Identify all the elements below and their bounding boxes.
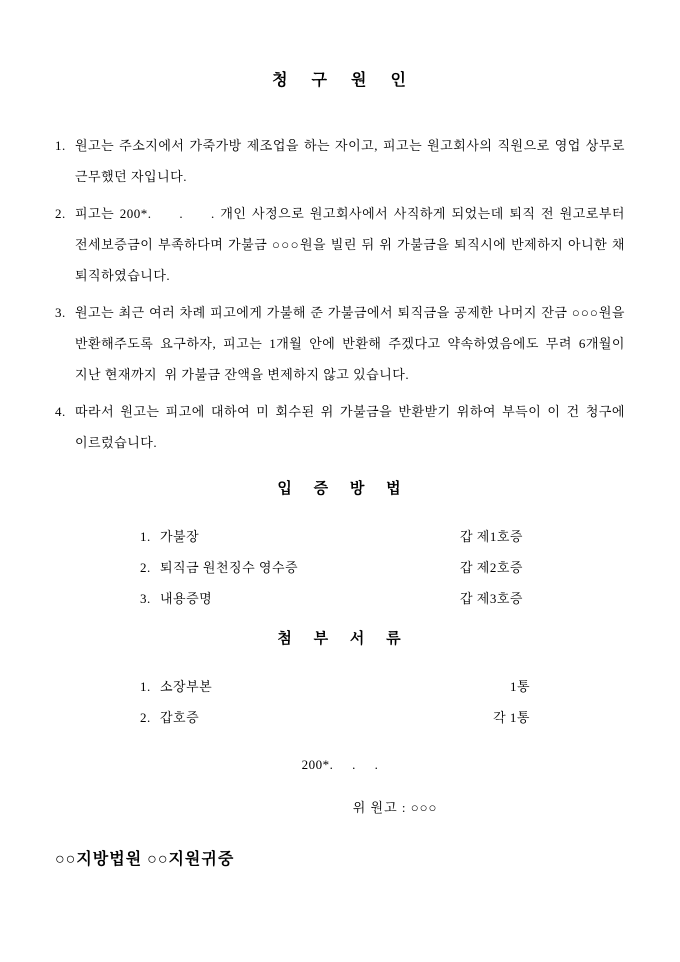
evidence-exhibit-tag: 갑 제3호증 — [460, 591, 523, 606]
claim-text: 원고는 최근 여러 차례 피고에게 가불해 준 가불금에서 퇴직금을 공제한 나머지 잔금 ○○○원을 반환해주도록 요구하자, 피고는 1개월 안에 반환해 주겠다고 약속하였음에도 무려 6개월이 지난 현재까지 위 가불금 잔액을 변제하지 않고 있습니다. — [75, 305, 625, 382]
evidence-exhibit-tag: 갑 제2호증 — [460, 560, 523, 575]
evidence-number: 3. — [140, 591, 151, 606]
claim-item-4 — [55, 396, 625, 458]
attachments-list — [55, 671, 625, 733]
claim-item-1 — [55, 130, 625, 192]
attachment-label: 소장부본 — [160, 679, 213, 694]
evidence-number: 1. — [140, 529, 151, 544]
evidence-exhibit-tag: 갑 제1호증 — [460, 529, 523, 544]
attachment-item-2 — [140, 702, 625, 733]
claim-number: 3. — [55, 305, 66, 320]
evidence-label: 내용증명 — [160, 591, 213, 606]
attachment-count: 각 1통 — [493, 710, 530, 725]
attachment-count: 1통 — [509, 679, 530, 694]
evidence-heading: 입 증 방 법 — [277, 481, 403, 497]
claim-number: 4. — [55, 404, 66, 419]
evidence-number: 2. — [140, 560, 151, 575]
attachment-label: 갑호증 — [160, 710, 200, 725]
claims-list — [55, 130, 625, 458]
document-date: 200*. . . — [301, 757, 379, 772]
claim-number: 2. — [55, 206, 66, 221]
plaintiff-signature: 위 원고 : ○○○ — [352, 800, 438, 815]
evidence-label: 가불장 — [160, 529, 200, 544]
evidence-item-1 — [140, 521, 625, 552]
claim-text: 따라서 원고는 피고에 대하여 미 회수된 위 가불금을 반환받기 위하여 부득이 이 건 청구에 이르렀습니다. — [75, 404, 625, 450]
evidence-item-2 — [140, 552, 625, 583]
evidence-item-3 — [140, 583, 625, 614]
page-title: 청 구 원 인 — [272, 72, 408, 89]
claim-text: 피고는 200*. . . 개인 사정으로 원고회사에서 사직하게 되었는데 퇴직 전 원고로부터 전세보증금이 부족하다며 가불금 ○○○원을 빌린 뒤 위 가불금을 퇴직시에 반제하지 아니한 채 퇴직하였습니다. — [75, 206, 625, 283]
attachment-number: 2. — [140, 710, 151, 725]
evidence-list — [55, 521, 625, 614]
claim-item-3 — [55, 297, 625, 390]
attachment-item-1 — [140, 671, 625, 702]
attachments-heading: 첨 부 서 류 — [277, 631, 403, 647]
claim-text: 원고는 주소지에서 가죽가방 제조업을 하는 자이고, 피고는 원고회사의 직원으로 영업 상무로 근무했던 자입니다. — [75, 138, 625, 184]
attachment-number: 1. — [140, 679, 151, 694]
evidence-label: 퇴직금 원천징수 영수증 — [160, 560, 299, 575]
claim-number: 1. — [55, 138, 66, 153]
claim-item-2 — [55, 198, 625, 291]
court-address-line: ○○지방법원 ○○지원귀중 — [55, 851, 235, 868]
